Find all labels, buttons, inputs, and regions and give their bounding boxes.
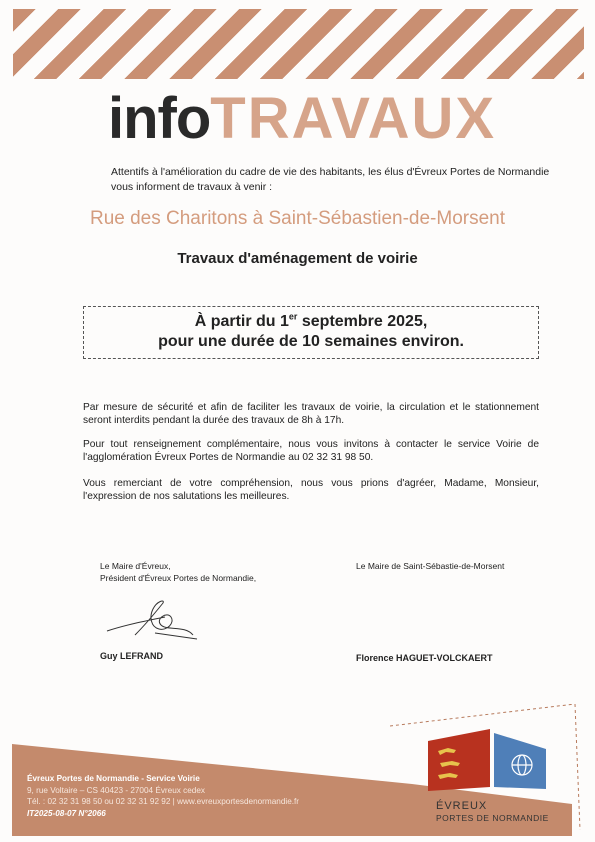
right-signatory-title: Le Maire de Saint-Sébastie-de-Morsent bbox=[356, 561, 505, 571]
paragraph-security: Par mesure de sécurité et afin de faciliter les travaux de voirie, la circulation et le stationnement seront interdits pendant la durée des travaux de 8h à 17h. bbox=[83, 402, 539, 426]
left-signatory-title: Le Maire d'Évreux, Président d'Évreux Portes de Normandie, bbox=[100, 561, 257, 583]
normandy-shield-icon bbox=[428, 729, 490, 791]
paragraph-closing: Vous remerciant de votre compréhension, nous vous prions d'agréer, Madame, Monsieur, l'expression de nos salutations les meilleures. bbox=[83, 478, 539, 502]
date-line-1: À partir du 1er septembre 2025, bbox=[194, 311, 428, 330]
title-info: info bbox=[108, 86, 211, 151]
brand-evreux: ÉVREUX bbox=[436, 800, 488, 812]
paragraph-contact: Pour tout renseignement complémentaire, nous vous invitons à contacter le service Voirie de l'agglomération Évreux Portes de Normandie au 02 32 31 98 50. bbox=[83, 439, 539, 463]
footer-contact: Évreux Portes de Normandie - Service Voirie 9, rue Voltaire – CS 40423 - 27004 Évreux cedex Tél. : 02 32 31 98 50 ou 02 32 31 92 92 | www.evreuxportesdenormandie.fr IT2025-08-07 N°2066 bbox=[27, 774, 300, 818]
brand-portes: PORTES DE NORMANDIE bbox=[436, 813, 549, 823]
left-signatory-name: Guy LEFRAND bbox=[100, 651, 163, 661]
header-stripe-band bbox=[13, 9, 584, 79]
date-box bbox=[83, 306, 539, 359]
signature-icon bbox=[105, 595, 200, 645]
street-heading: Rue des Charitons à Saint-Sébastien-de-Morsent bbox=[89, 208, 506, 229]
page-title bbox=[108, 84, 496, 154]
right-signatory-name: Florence HAGUET-VOLCKAERT bbox=[356, 653, 493, 663]
intro-text: Attentifs à l'amélioration du cadre de vie des habitants, les élus d'Évreux Portes de Normandie vous informent de travaux à venir : bbox=[111, 166, 550, 193]
date-line-2: pour une durée de 10 semaines environ. bbox=[158, 333, 464, 350]
works-subtitle: Travaux d'aménagement de voirie bbox=[177, 250, 418, 267]
title-travaux: TRAVAUX bbox=[210, 86, 497, 151]
epn-logo bbox=[428, 729, 548, 799]
